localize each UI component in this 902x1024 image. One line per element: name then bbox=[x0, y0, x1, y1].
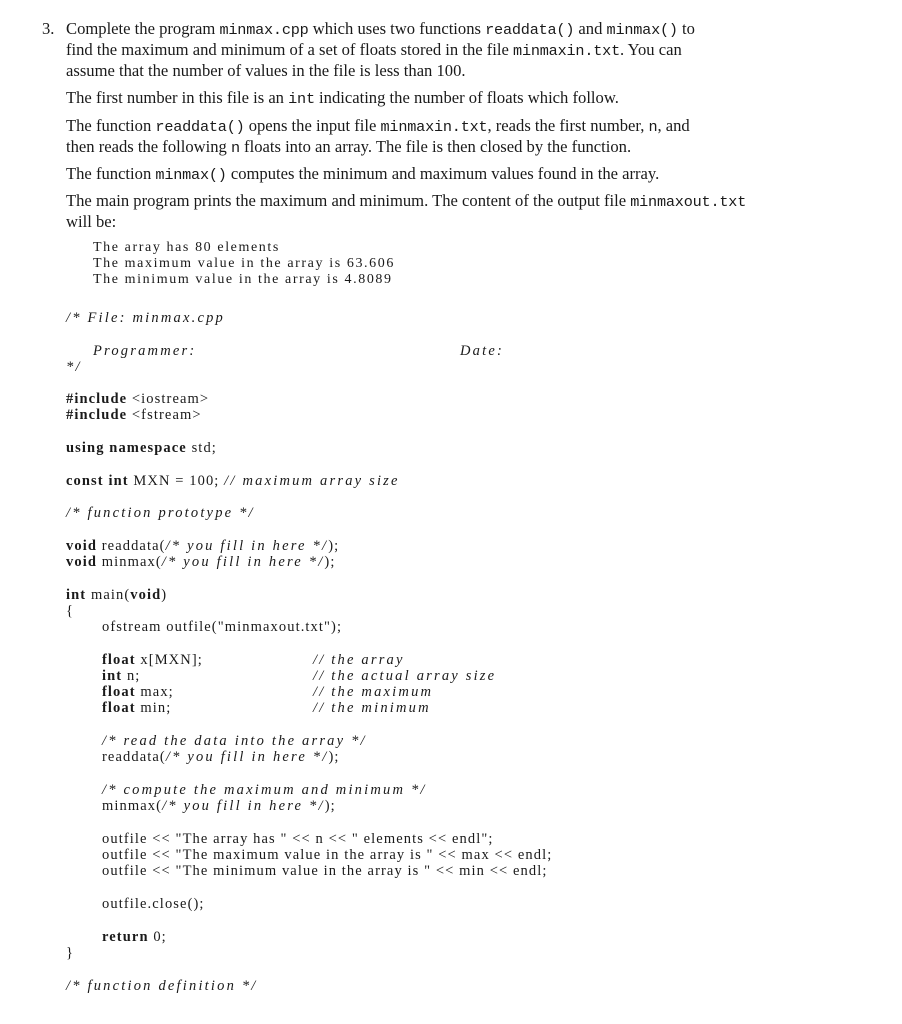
code-comment: Date: bbox=[460, 343, 505, 359]
text-run: then reads the following bbox=[66, 137, 231, 156]
text-run: to bbox=[677, 19, 695, 38]
code-text: } bbox=[66, 945, 75, 961]
code-line-minmax-call bbox=[102, 798, 336, 815]
code-text: outfile << "The maximum value in the array is " << max << endl; bbox=[102, 847, 553, 863]
code-text: readdata( bbox=[102, 749, 166, 765]
inline-code: minmaxin.txt bbox=[513, 42, 620, 60]
code-keyword: void bbox=[66, 554, 97, 570]
code-keyword: return bbox=[102, 929, 149, 945]
code-text: ); bbox=[328, 538, 340, 554]
code-comment: /* function definition */ bbox=[66, 978, 258, 994]
code-line-output-min bbox=[102, 863, 548, 880]
code-line-readdata-prototype bbox=[66, 538, 339, 555]
code-line-programmer-date bbox=[93, 343, 505, 360]
code-text: outfile.close(); bbox=[102, 896, 205, 912]
output-line: The minimum value in the array is 4.8089 bbox=[93, 272, 393, 287]
text-run: find the maximum and minimum of a set of floats stored in the file bbox=[66, 40, 514, 59]
code-text: ); bbox=[324, 798, 336, 814]
text-run: The function bbox=[66, 116, 156, 135]
code-text: min; bbox=[135, 700, 172, 716]
code-line-file-header bbox=[66, 310, 225, 327]
code-comment: // the maximum bbox=[313, 684, 434, 700]
code-keyword: using namespace bbox=[66, 440, 187, 456]
code-line-readdata-call bbox=[102, 749, 340, 766]
intro-line bbox=[66, 61, 466, 82]
code-line-declare-x bbox=[102, 652, 405, 669]
code-text: 0; bbox=[148, 929, 167, 945]
intro-line bbox=[66, 19, 695, 41]
text-run: . You can bbox=[620, 40, 682, 59]
text-run: The first number in this file is an bbox=[66, 88, 289, 107]
intro-line bbox=[66, 40, 682, 62]
paragraph-line bbox=[66, 164, 659, 186]
code-line-const-mxn bbox=[66, 473, 400, 490]
code-line-include bbox=[66, 391, 209, 408]
text-run: The function bbox=[66, 164, 156, 183]
code-text: { bbox=[66, 603, 75, 619]
code-comment: */ bbox=[66, 359, 82, 375]
code-text: max; bbox=[135, 684, 174, 700]
code-line-close-brace bbox=[66, 945, 74, 962]
code-line-declare-n bbox=[102, 668, 497, 685]
inline-code: n bbox=[230, 139, 240, 157]
code-comment: /* read the data into the array */ bbox=[102, 733, 367, 749]
inline-code: readdata() bbox=[155, 118, 245, 136]
code-text: n; bbox=[122, 668, 141, 684]
code-comment: /* you fill in here */ bbox=[165, 749, 329, 765]
inline-code: minmaxout.txt bbox=[630, 193, 747, 211]
inline-code: minmaxin.txt bbox=[380, 118, 488, 136]
text-run: will be: bbox=[66, 212, 117, 231]
text-run: which uses two functions bbox=[308, 19, 486, 38]
code-keyword: float bbox=[102, 652, 136, 668]
paragraph-line bbox=[66, 88, 619, 110]
code-text: outfile << "The minimum value in the array is " << min << endl; bbox=[102, 863, 548, 879]
text-run: and bbox=[574, 19, 607, 38]
code-line-include bbox=[66, 407, 202, 424]
code-text: main( bbox=[86, 587, 131, 603]
code-line-prototype-comment bbox=[66, 505, 255, 522]
code-keyword: int bbox=[66, 587, 87, 603]
code-line-close-file bbox=[102, 896, 205, 913]
code-line-output-count bbox=[102, 831, 493, 848]
code-line-output-max bbox=[102, 847, 552, 864]
text-run: assume that the number of values in the file is less than 100. bbox=[66, 61, 466, 80]
code-text: <iostream> bbox=[127, 391, 210, 407]
code-comment: /* you fill in here */ bbox=[161, 554, 325, 570]
code-line-open-brace bbox=[66, 603, 74, 620]
code-keyword: float bbox=[102, 700, 136, 716]
paragraph-line bbox=[66, 116, 690, 138]
code-keyword: #include bbox=[66, 391, 128, 407]
code-comment: /* you fill in here */ bbox=[162, 798, 325, 814]
code-comment: // the minimum bbox=[313, 700, 431, 716]
code-comment: // the actual array size bbox=[313, 668, 497, 684]
inline-code: minmax.cpp bbox=[219, 21, 309, 39]
code-line-return bbox=[102, 929, 167, 946]
code-comment: // maximum array size bbox=[224, 473, 400, 489]
text-run: computes the minimum and maximum values found in the array. bbox=[226, 164, 660, 183]
text-run: opens the input file bbox=[244, 116, 381, 135]
code-comment: /* File: minmax.cpp bbox=[66, 310, 225, 326]
code-keyword: #include bbox=[66, 407, 128, 423]
code-text: readdata( bbox=[97, 538, 166, 554]
code-text: ); bbox=[324, 554, 336, 570]
paragraph-line bbox=[66, 212, 116, 233]
code-text: ) bbox=[161, 587, 168, 603]
code-comment: Programmer: bbox=[93, 343, 197, 359]
code-comment: /* compute the maximum and minimum */ bbox=[102, 782, 427, 798]
code-line-read-comment bbox=[102, 733, 367, 750]
paragraph-line bbox=[66, 191, 746, 213]
code-text: outfile << "The array has " << n << " elements << endl"; bbox=[102, 831, 494, 847]
code-keyword: void bbox=[66, 538, 97, 554]
code-line-compute-comment bbox=[102, 782, 427, 799]
code-text: minmax( bbox=[97, 554, 162, 570]
code-text: MXN = 100; bbox=[128, 473, 225, 489]
code-text: x[MXN]; bbox=[135, 652, 203, 668]
code-keyword: const int bbox=[66, 473, 129, 489]
code-keyword: void bbox=[130, 587, 162, 603]
text-run: , and bbox=[657, 116, 690, 135]
text-run: The main program prints the maximum and minimum. The content of the output file bbox=[66, 191, 631, 210]
code-line-comment-end bbox=[66, 359, 82, 376]
code-line-using-namespace bbox=[66, 440, 217, 457]
code-text: ofstream outfile("minmaxout.txt"); bbox=[102, 619, 343, 635]
inline-code: minmax() bbox=[155, 166, 227, 184]
code-line-definition-comment bbox=[66, 978, 258, 995]
code-keyword: float bbox=[102, 684, 136, 700]
code-text: minmax( bbox=[102, 798, 163, 814]
text-run: floats into an array. The file is then closed by the function. bbox=[239, 137, 632, 156]
code-text: ); bbox=[328, 749, 340, 765]
code-keyword: int bbox=[102, 668, 123, 684]
code-text: std; bbox=[186, 440, 217, 456]
text-run: Complete the program bbox=[66, 19, 220, 38]
code-line-minmax-prototype bbox=[66, 554, 335, 571]
code-line-main-signature bbox=[66, 587, 167, 604]
code-line-declare-min bbox=[102, 700, 431, 717]
inline-code: readdata() bbox=[485, 21, 575, 39]
code-text: <fstream> bbox=[127, 407, 202, 423]
inline-code: int bbox=[288, 90, 315, 108]
paragraph-line bbox=[66, 137, 631, 159]
code-comment: /* function prototype */ bbox=[66, 505, 255, 521]
output-line: The array has 80 elements bbox=[93, 240, 280, 255]
output-line: The maximum value in the array is 63.606 bbox=[93, 256, 395, 271]
code-comment: // the array bbox=[313, 652, 405, 668]
text-run: , reads the first number, bbox=[487, 116, 649, 135]
code-comment: /* you fill in here */ bbox=[165, 538, 329, 554]
text-run: indicating the number of floats which follow. bbox=[314, 88, 619, 107]
inline-code: n bbox=[648, 118, 658, 136]
inline-code: minmax() bbox=[606, 21, 678, 39]
code-line-declare-max bbox=[102, 684, 434, 701]
code-line-ofstream bbox=[102, 619, 342, 636]
problem-number: 3. bbox=[42, 19, 55, 38]
